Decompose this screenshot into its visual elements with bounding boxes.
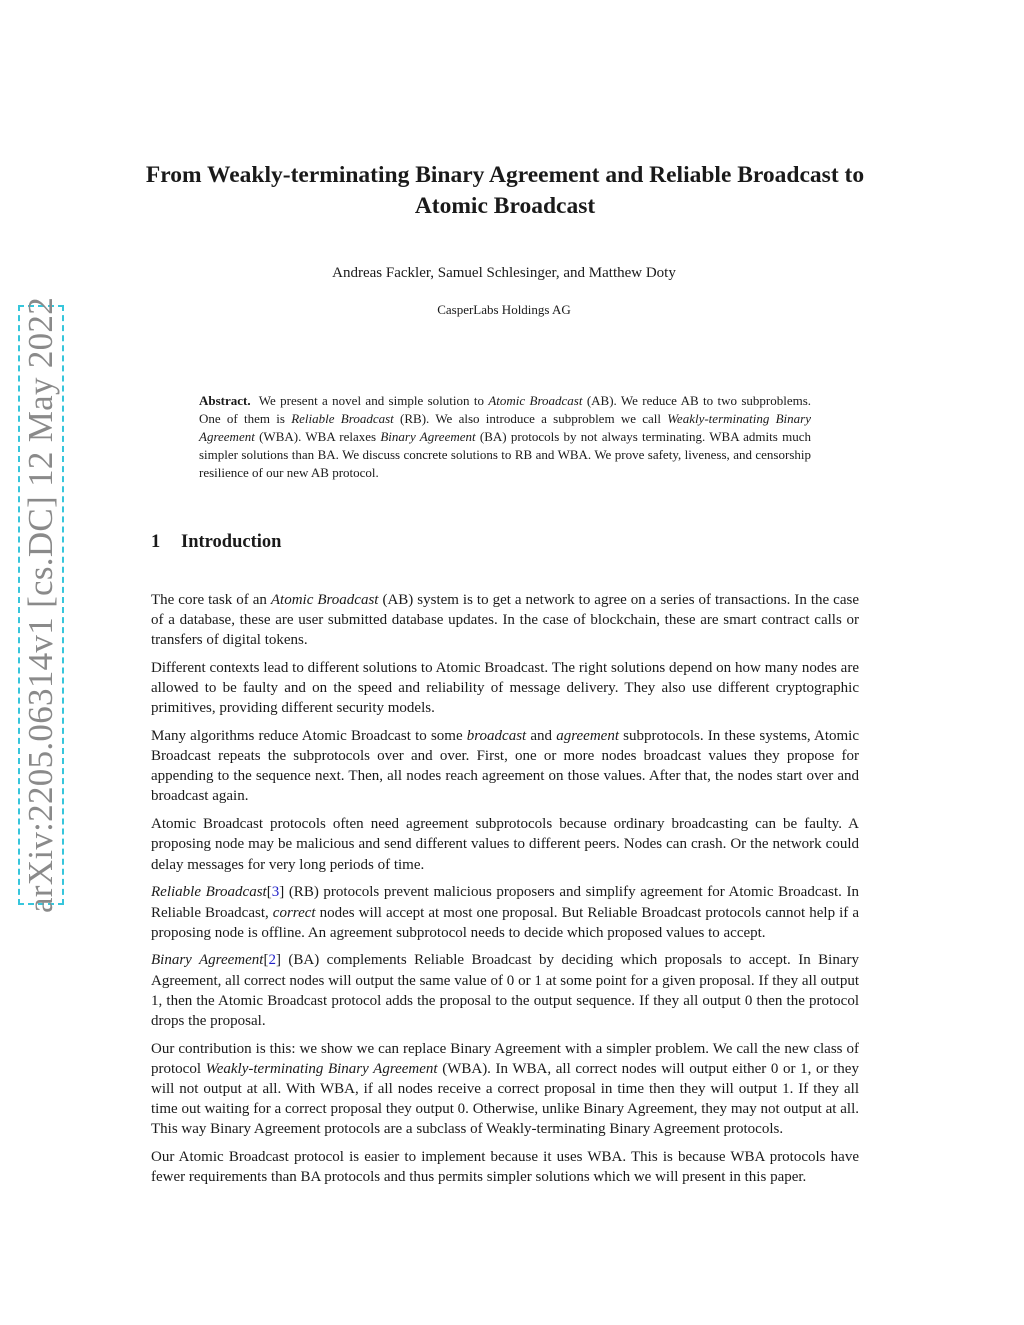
- paragraph: [151, 726, 859, 806]
- abstract-text: (WBA). WBA relaxes: [254, 429, 381, 444]
- text-run: subprotocols. In these systems, Atomic Broadcast repeats the subprotocols over and over. First, one or more nodes broadcast values they propose for appending to the sequence next. Then, all nodes reach agreement on those values. After that, the nodes start over and broadcast again.: [151, 728, 859, 805]
- citation-link-2[interactable]: 2: [268, 952, 276, 969]
- text-run: The core task of an: [151, 592, 271, 608]
- text-run: and: [526, 728, 557, 745]
- arxiv-identifier-stamp: arXiv:2205.06314v1 [cs.DC] 12 May 2022: [18, 305, 64, 905]
- emphasis: Binary Agreement: [151, 952, 264, 969]
- text-run: (BA) complements Reliable Broadcast by deciding which proposals to accept. In Binary Agreement, all correct nodes will output the same value of 0 or 1 at some point for a given proposal. If they all output 1, then the Atomic Broadcast protocol adds the proposal to the output sequence. If they all output 0 then the protocol drops the proposal.: [151, 952, 859, 1029]
- citation-bracket: [: [266, 884, 272, 901]
- abstract-label: Abstract.: [199, 393, 251, 408]
- citation-bracket: [: [263, 952, 269, 969]
- text-run: Many algorithms reduce Atomic Broadcast to some: [151, 728, 467, 745]
- emphasis: Atomic Broadcast: [270, 592, 379, 608]
- paragraph: Atomic Broadcast protocols often need agreement subprotocols because ordinary broadcasting can be faulty. A proposing node may be malicious and send different values to different peers. Nodes can crash. Or the network could delay messages for very long periods of time.: [151, 816, 859, 873]
- paragraph: [151, 950, 859, 1030]
- citation-bracket: ]: [275, 952, 281, 969]
- emphasis: Weakly-terminating Binary Agreement: [205, 1060, 438, 1077]
- emphasis: correct: [272, 904, 316, 921]
- paragraph: Our Atomic Broadcast protocol is easier to implement because it uses WBA. This is because WBA protocols have fewer requirements than BA protocols and thus permits simpler solutions which we will present in this paper.: [151, 1148, 859, 1186]
- paragraph: [151, 1039, 859, 1139]
- section-title: Introduction: [181, 532, 282, 552]
- emphasis: Reliable Broadcast: [151, 884, 267, 901]
- text-run: (AB) system is to get a network to agree on a series of transactions. In the case of a database, these are user submitted database updates. In the case of blockchain, these are smart contract calls or transfers of digital tokens.: [151, 592, 859, 649]
- text-run: (WBA). In WBA, all correct nodes will output either 0 or 1, or they will not output at all. With WBA, if all nodes receive a correct proposal in time then they will output 1. If they all time out waiting for a correct proposal they output 0. Otherwise, unlike Binary Agreement, they may not output at all. This way Binary Agreement protocols are a subclass of Weakly-terminating Binary Agreement protocols.: [151, 1060, 859, 1138]
- abstract-text: (BA) protocols by not always terminating. WBA admits much simpler solutions than BA. We discuss concrete solutions to RB and WBA. We prove safety, liveness, and censorship resilience of our new AB protocol.: [199, 429, 811, 480]
- section-heading-introduction: [151, 532, 281, 553]
- section-number: 1: [151, 532, 161, 552]
- citation-bracket: ]: [279, 884, 285, 901]
- abstract-text: (RB). We also introduce a subproblem we call: [393, 411, 668, 426]
- abstract-term-wba: Weakly-terminating Binary Agreement: [199, 411, 811, 444]
- abstract-term-atomic-broadcast: Atomic Broadcast: [488, 393, 583, 408]
- text-run: Our contribution is this: we show we can replace Binary Agreement with a simpler problem. We call the new class of protocol: [151, 1040, 859, 1077]
- paragraph: [151, 882, 859, 942]
- introduction-body: [151, 590, 859, 1195]
- affiliation: CasperLabs Holdings AG: [437, 302, 571, 317]
- abstract-text: We present a novel and simple solution to: [258, 393, 489, 408]
- abstract: [199, 392, 811, 482]
- authors: Andreas Fackler, Samuel Schlesinger, and Matthew Doty: [332, 265, 676, 281]
- abstract-term-reliable-broadcast: Reliable Broadcast: [291, 411, 394, 426]
- paragraph: [151, 590, 859, 650]
- paragraph: Different contexts lead to different solutions to Atomic Broadcast. The right solutions depend on how many nodes are allowed to be faulty and on the speed and reliability of message delivery. They also use different cryptographic primitives, providing different security models.: [151, 660, 859, 717]
- abstract-term-binary-agreement: Binary Agreement: [380, 429, 476, 444]
- text-run: nodes will accept at most one proposal. But Reliable Broadcast protocols cannot help if a proposing node is offline. An agreement subprotocol needs to decide which proposed values to accept.: [151, 904, 859, 941]
- paper-title: From Weakly-terminating Binary Agreement and Reliable Broadcast to Atomic Broadcast: [145, 162, 865, 219]
- emphasis: agreement: [556, 728, 619, 745]
- abstract-text: (AB). We reduce AB to two subproblems. One of them is: [199, 393, 812, 426]
- emphasis: broadcast: [466, 728, 527, 745]
- text-run: (RB) protocols prevent malicious proposers and simplify agreement for Atomic Broadcast. In Reliable Broadcast,: [151, 884, 859, 921]
- citation-link-3[interactable]: 3: [271, 884, 280, 901]
